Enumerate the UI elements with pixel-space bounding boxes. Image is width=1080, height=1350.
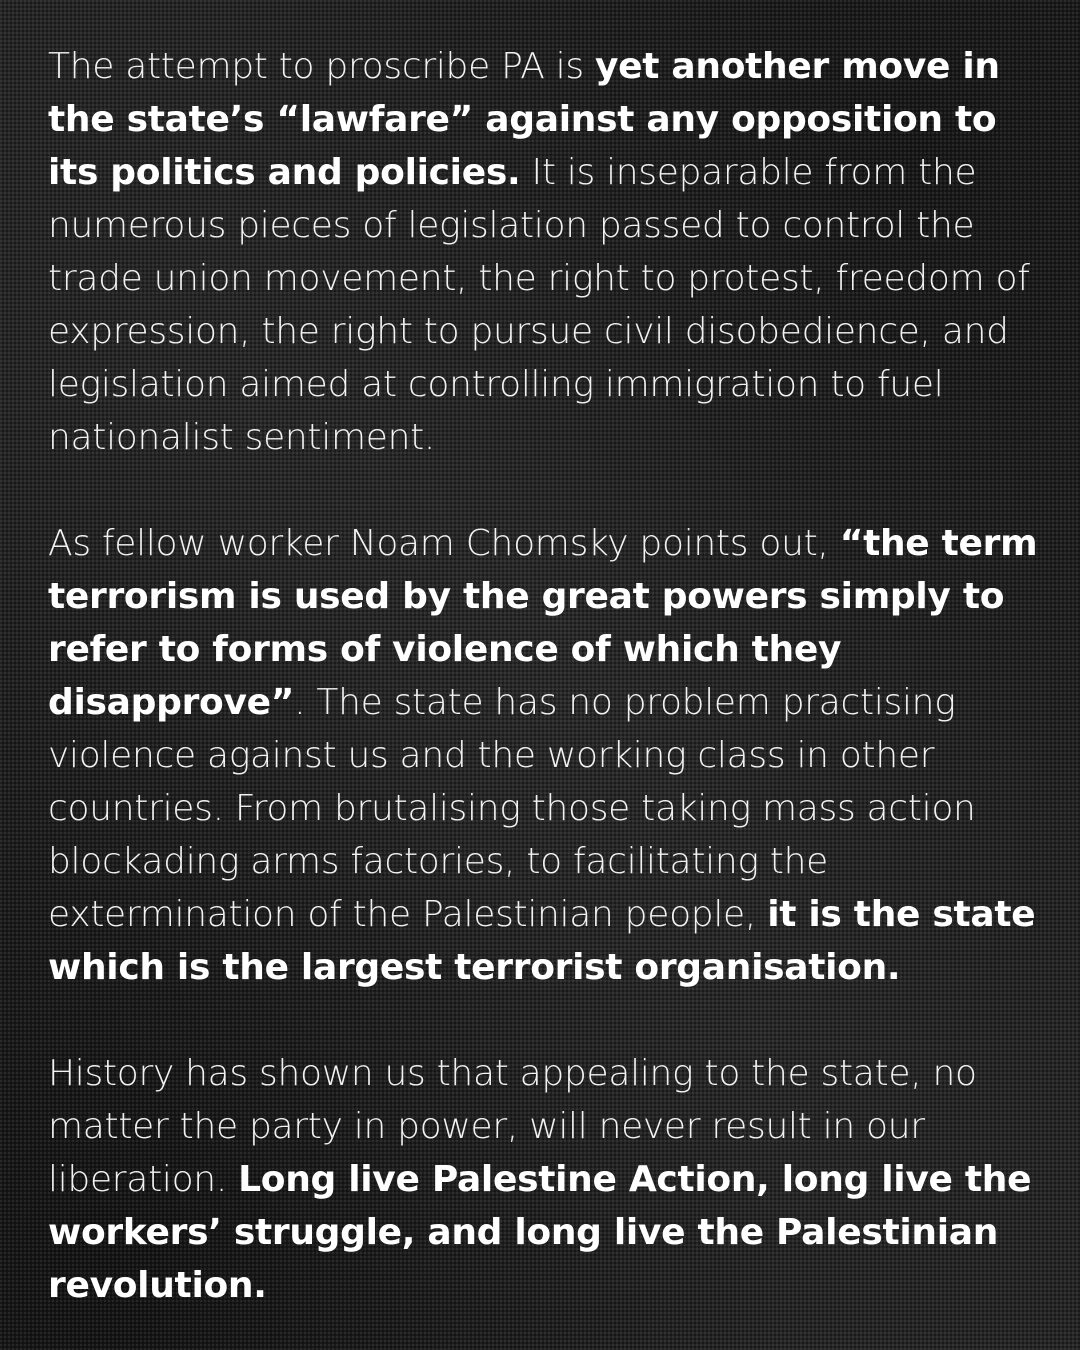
- bold-segment: yet another move in the state’s “lawfare” against any opposition to its politics and policies.: [48, 46, 1000, 193]
- paragraph-chomsky-quote: [48, 517, 1038, 994]
- text-segment: History has shown us that appealing to the state, no matter the party in power, will never result in our liberation.: [48, 1053, 977, 1200]
- text-segment: As fellow worker Noam Chomsky points out,: [48, 523, 840, 564]
- bold-segment: Long live Palestine Action, long live the workers’ struggle, and long live the Palestinian revolution.: [48, 1159, 1032, 1306]
- paragraph-lawfare: [48, 40, 1038, 464]
- text-segment: It is inseparable from the numerous pieces of legislation passed to control the trade union movement, the right to protest, freedom of expression, the right to pursue civil disobedience, and legislation aimed at controlling immigration to fuel nationalist sentiment.: [48, 152, 1030, 458]
- text-segment: The attempt to proscribe PA is: [48, 46, 595, 87]
- text-segment: . The state has no problem practising violence against us and the working class in other countries. From brutalising those taking mass action blockading arms factories, to facilitating the extermination of the Palestinian people,: [48, 682, 976, 935]
- bold-segment: “the term terrorism is used by the great powers simply to refer to forms of violence of which they disapprove”: [48, 523, 1038, 723]
- bold-segment: it is the state which is the largest terrorist organisation.: [48, 894, 1036, 988]
- statement-text: [48, 40, 1038, 1312]
- paragraph-long-live: [48, 1047, 1038, 1312]
